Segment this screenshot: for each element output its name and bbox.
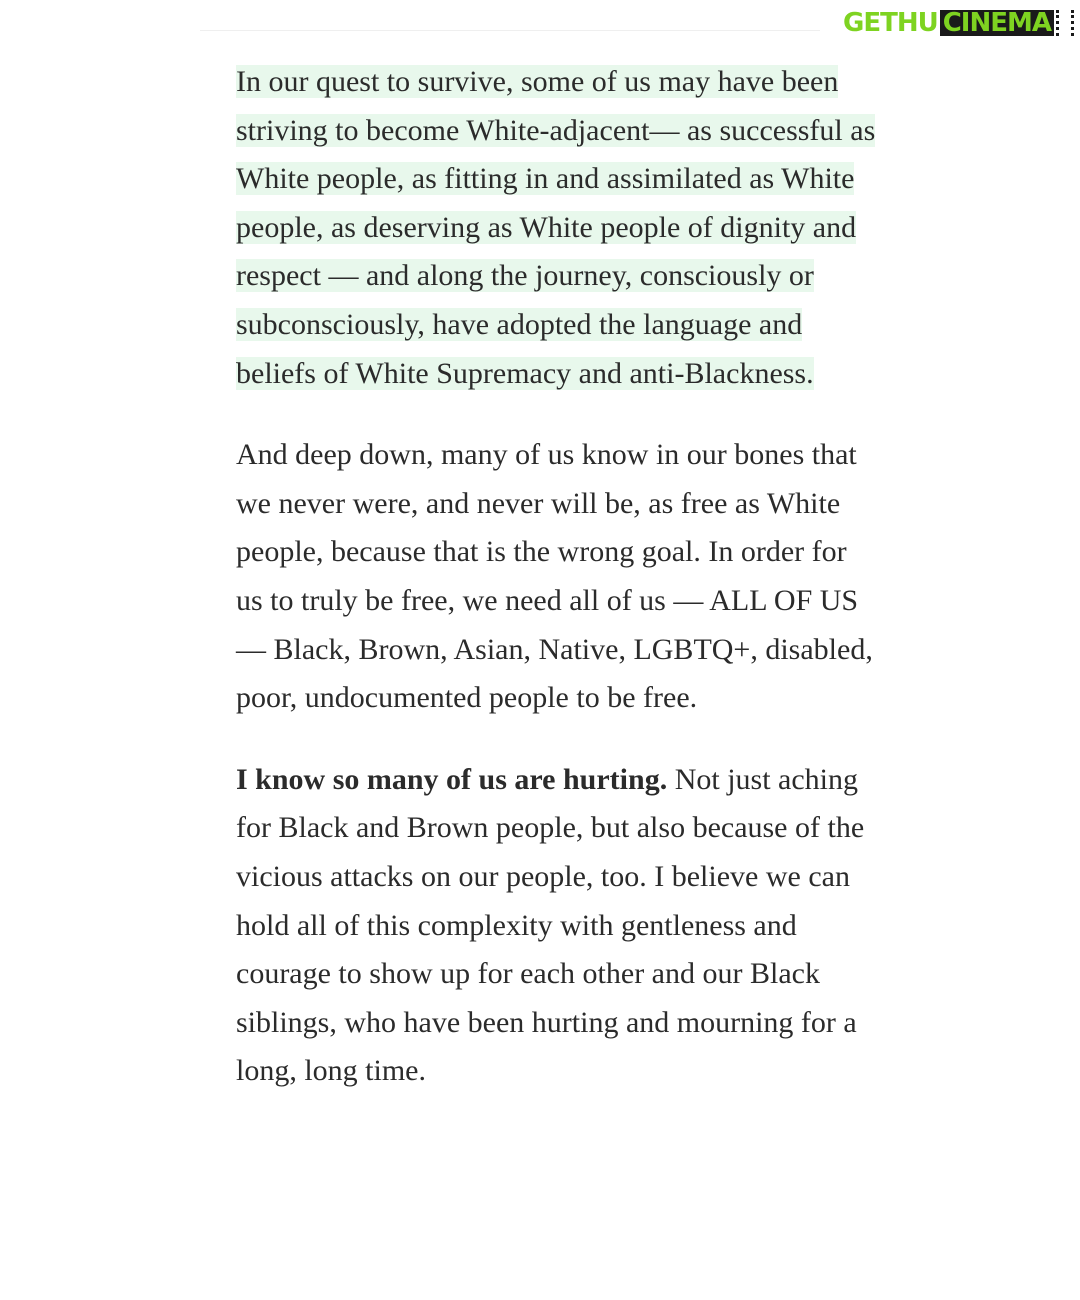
paragraph-2: And deep down, many of us know in our bones that we never were, and never will be, as free as White people, because that is the wrong goal. In order for us to truly be free, we need all of us — ALL OF US — Black, Brown, Asian, Native, LGBTQ+, disabled, poor, undocumented people to be free. [236,438,873,715]
watermark-logo [839,4,1078,42]
top-divider [200,30,820,31]
watermark-text-part1: GETHU [843,8,938,38]
paragraph-highlighted [236,58,876,398]
paragraph-3 [236,756,876,1096]
article-body [236,58,876,1129]
paragraph-3-body: Not just aching for Black and Brown people, but also because of the vicious attacks on our people, too. I believe we can hold all of this complexity with gentleness and courage to show up for each other and our Black siblings, who have been hurting and mourning for a long, long time. [236,762,865,1088]
paragraph-3-lead: I know so many of us are hurting. [236,762,668,796]
highlighted-text[interactable]: In our quest to survive, some of us may have been striving to become White-adjacent— as successful as White people, as fitting in and assimilated as White people, as deserving as White people of dignity and respect — and along the journey, consciously or subconsciously, have adopted the language and beliefs of White Supremacy and anti-Blackness. [236,65,876,390]
film-strip-icon [1056,10,1074,36]
watermark-text-part2: CINEMA [940,10,1054,36]
